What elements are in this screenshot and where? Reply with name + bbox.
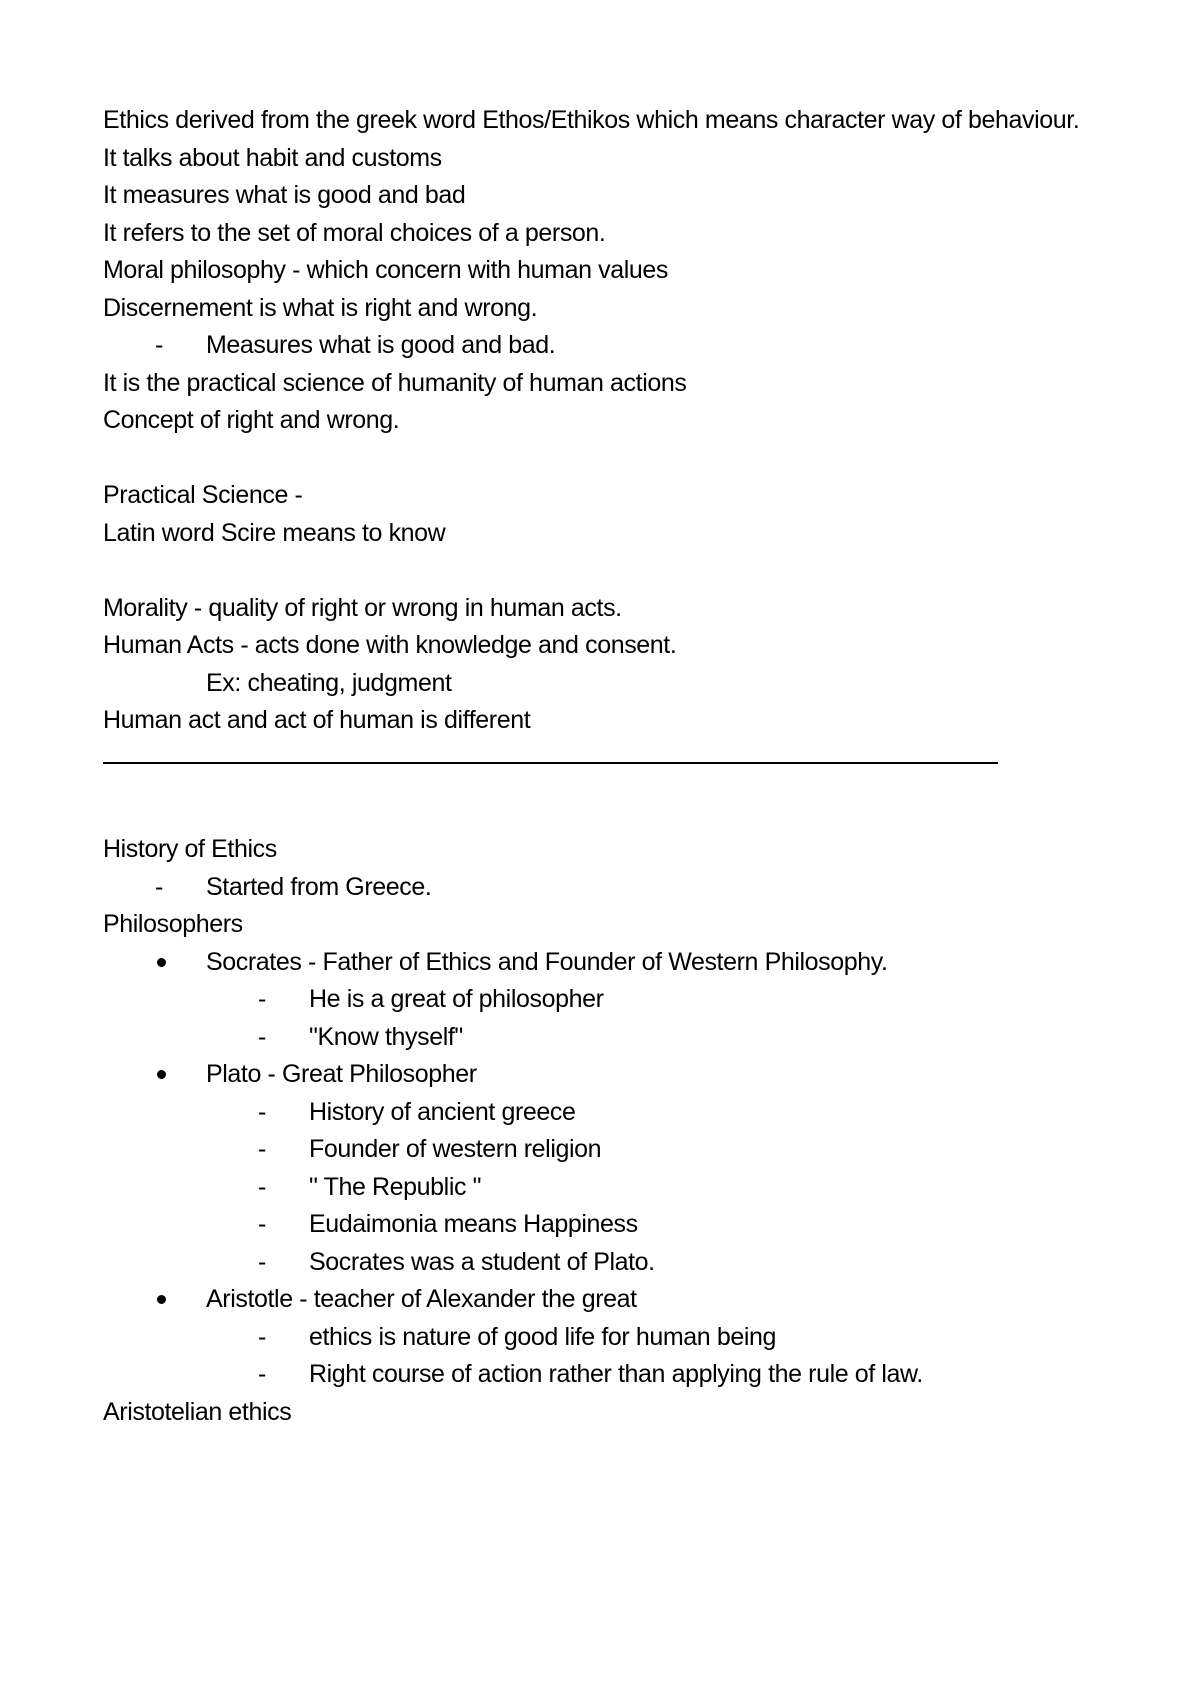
intro-line-2: It talks about habit and customs [103,143,442,172]
dash-marker: - [258,985,266,1013]
philosopher-point-text: History of ancient greece [309,1097,576,1126]
intro-sub-item [103,327,1103,365]
morality-example: Ex: cheating, judgment [206,668,452,697]
intro-line-5: Moral philosophy - which concern with human values [103,256,669,284]
dash-marker: - [258,1022,266,1051]
intro-sub-item-text: Measures what is good and bad. [206,331,556,359]
philosopher-point-text: Right course of action rather than applying the rule of law. [309,1360,923,1388]
bullet-dot-icon [157,1295,166,1304]
dash-marker: - [155,872,163,901]
practical-science-title: Practical Science - [103,481,303,509]
intro-line-6: Discernement is what is right and wrong. [103,293,538,322]
history-sub-item-text: Started from Greece. [206,872,432,901]
philosopher-point [103,981,1103,1019]
bullet-dot-icon [157,958,166,967]
morality-line-1: Morality - quality of right or wrong in human acts. [103,593,622,622]
philosopher-item-aristotle [103,1281,1103,1319]
philosopher-name: Aristotle - teacher of Alexander the great [206,1285,637,1313]
document-body [103,102,1103,1431]
philosopher-point [103,1244,1103,1282]
rule-line [103,762,998,764]
dash-marker: - [258,1172,266,1201]
dash-marker: - [258,1360,266,1388]
intro-line-4: It refers to the set of moral choices of a person. [103,218,606,247]
philosopher-point [103,1319,1103,1357]
philosopher-name: Plato - Great Philosopher [206,1060,477,1088]
history-title: History of Ethics [103,835,277,863]
philosopher-point [103,1094,1103,1132]
dash-marker: - [258,1247,266,1276]
practical-science-line: Latin word Scire means to know [103,518,446,547]
philosophers-label: Philosophers [103,910,243,938]
philosopher-point-text: Socrates was a student of Plato. [309,1247,655,1276]
aristotelian-ethics-label: Aristotelian ethics [103,1397,292,1426]
philosopher-point [103,1131,1103,1169]
philosopher-point [103,1169,1103,1207]
dash-marker: - [258,1135,266,1163]
intro-line-7: It is the practical science of humanity of human actions [103,368,687,397]
dash-marker: - [258,1097,266,1126]
philosopher-point-text: " The Republic " [309,1172,482,1201]
philosopher-item-socrates [103,944,1103,982]
philosopher-point-text: Founder of western religion [309,1135,602,1163]
dash-marker: - [258,1210,266,1238]
philosopher-point [103,1206,1103,1244]
intro-line-3: It measures what is good and bad [103,181,466,209]
philosopher-item-plato [103,1056,1103,1094]
philosopher-point-text: ethics is nature of good life for human being [309,1322,777,1351]
intro-line-8: Concept of right and wrong. [103,406,400,434]
philosopher-point-text: Eudaimonia means Happiness [309,1210,638,1238]
dash-marker: - [155,331,163,359]
philosopher-point [103,1019,1103,1057]
philosopher-point-text: "Know thyself" [309,1022,463,1051]
philosopher-name: Socrates - Father of Ethics and Founder of Western Philosophy. [206,947,888,976]
morality-line-3: Human act and act of human is different [103,706,531,734]
bullet-dot-icon [157,1070,166,1079]
horizontal-rule [103,740,1103,778]
philosopher-point [103,1356,1103,1394]
spacer [103,777,1103,831]
intro-line-1: Ethics derived from the greek word Ethos/Ethikos which means character way of behaviour. [103,106,1080,134]
spacer [103,552,1103,590]
dash-marker: - [258,1322,266,1351]
philosopher-point-text: He is a great of philosopher [309,985,604,1013]
spacer [103,440,1103,478]
history-sub-item [103,869,1103,907]
morality-line-2: Human Acts - acts done with knowledge and consent. [103,631,677,659]
